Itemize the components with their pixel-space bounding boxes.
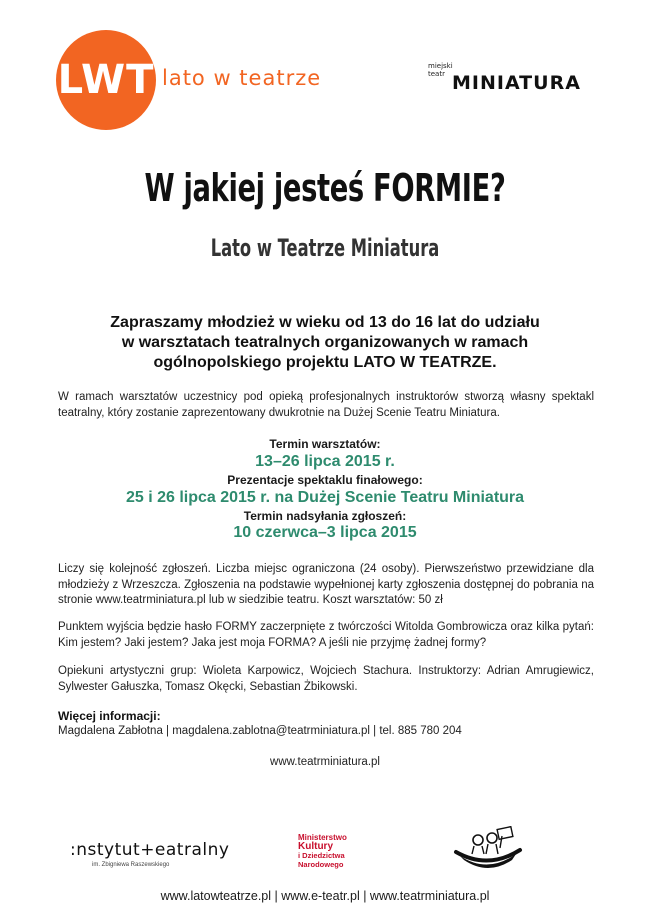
page-subtitle: Lato w Teatrze Miniatura: [210, 234, 440, 262]
final-show-value: 25 i 26 lipca 2015 r. na Dużej Scenie Teatru Miniatura: [125, 489, 525, 506]
lwt-logo: LWT: [56, 30, 156, 130]
ministry-logo-line: Kultury: [298, 841, 333, 852]
page-title: W jakiej jesteś FORMIE?: [144, 166, 506, 210]
invitation-line: Zapraszamy młodzież w wieku od 13 do 16 lat do udziału: [110, 314, 540, 331]
miniatura-small-text: miejski teatr: [428, 62, 453, 78]
staff-paragraph: Opiekuni artystyczni grup: Wioleta Karpowicz, Wojciech Stachura. Instruktorzy: Adrian Amrugiewicz, Sylwester Gałuszka, Tomasz Okęcki, Sebastian Żbikowski.: [58, 665, 594, 693]
invitation-line: ogólnopolskiego projektu LATO W TEATRZE.: [153, 354, 497, 371]
workshop-date-label: Termin warsztatów:: [269, 437, 381, 451]
deadline-value: 10 czerwca–3 lipca 2015: [233, 524, 417, 541]
miniatura-big-text: MINIATURA: [452, 72, 581, 94]
final-show-label: Prezentacje spektaklu finałowego:: [227, 473, 423, 487]
theme-paragraph: Punktem wyjścia będzie hasło FORMY zaczerpnięte z twórczości Witolda Gombrowicza oraz kilka pytań: Kim jestem? Jaki jestem? Jaka jest moja FORMA? A jeśli nie przyjmę żadnej formy?: [58, 621, 594, 649]
miniatura-logo: [428, 62, 598, 102]
contact-line: Magdalena Zabłotna | magdalena.zablotna@teatrminiatura.pl | tel. 885 780 204: [58, 725, 462, 737]
instytut-teatralny-logo: :nstytut+eatralny: [70, 840, 230, 860]
children-bathtub-logo: [452, 826, 524, 870]
lwt-tagline: lato w teatrze: [162, 66, 322, 90]
invitation-line: w warsztatach teatralnych organizowanych w ramach: [121, 334, 529, 351]
more-info-title: Więcej informacji:: [58, 709, 161, 723]
ministry-logo-line: i Dziedzictwa: [298, 851, 345, 860]
workshop-date-value: 13–26 lipca 2015 r.: [255, 453, 395, 470]
ministry-logo-line: Narodowego: [298, 860, 344, 869]
website-link[interactable]: www.teatrminiatura.pl: [270, 756, 380, 768]
footer-links[interactable]: www.latowteatrze.pl | www.e-teatr.pl | www.teatrminiatura.pl: [160, 889, 490, 903]
invitation: [60, 313, 590, 373]
rules-paragraph: Liczy się kolejność zgłoszeń. Liczba miejsc ograniczona (24 osoby). Pierwszeństwo przewidziane dla młodzieży z Wrzeszcza. Zgłoszenia na podstawie wypełnionej karty zgłoszenia dostępnej do pobrania na stronie www.teatrminiatura.pl lub w siedzibie teatru. Koszt warsztatów: 50 zł: [58, 563, 594, 606]
ministry-logo: [298, 833, 347, 869]
deadline-label: Termin nadsyłania zgłoszeń:: [243, 509, 407, 523]
ministry-logo-line: Ministerstwo: [298, 833, 347, 842]
instytut-teatralny-subtitle: im. Zbigniewa Raszewskiego: [92, 862, 170, 868]
intro-paragraph: W ramach warsztatów uczestnicy pod opieką profesjonalnych instruktorów stworzą własny spektakl teatralny, który zostanie zaprezentowany dwukrotnie na Dużej Scenie Teatru Miniatura.: [58, 391, 594, 419]
